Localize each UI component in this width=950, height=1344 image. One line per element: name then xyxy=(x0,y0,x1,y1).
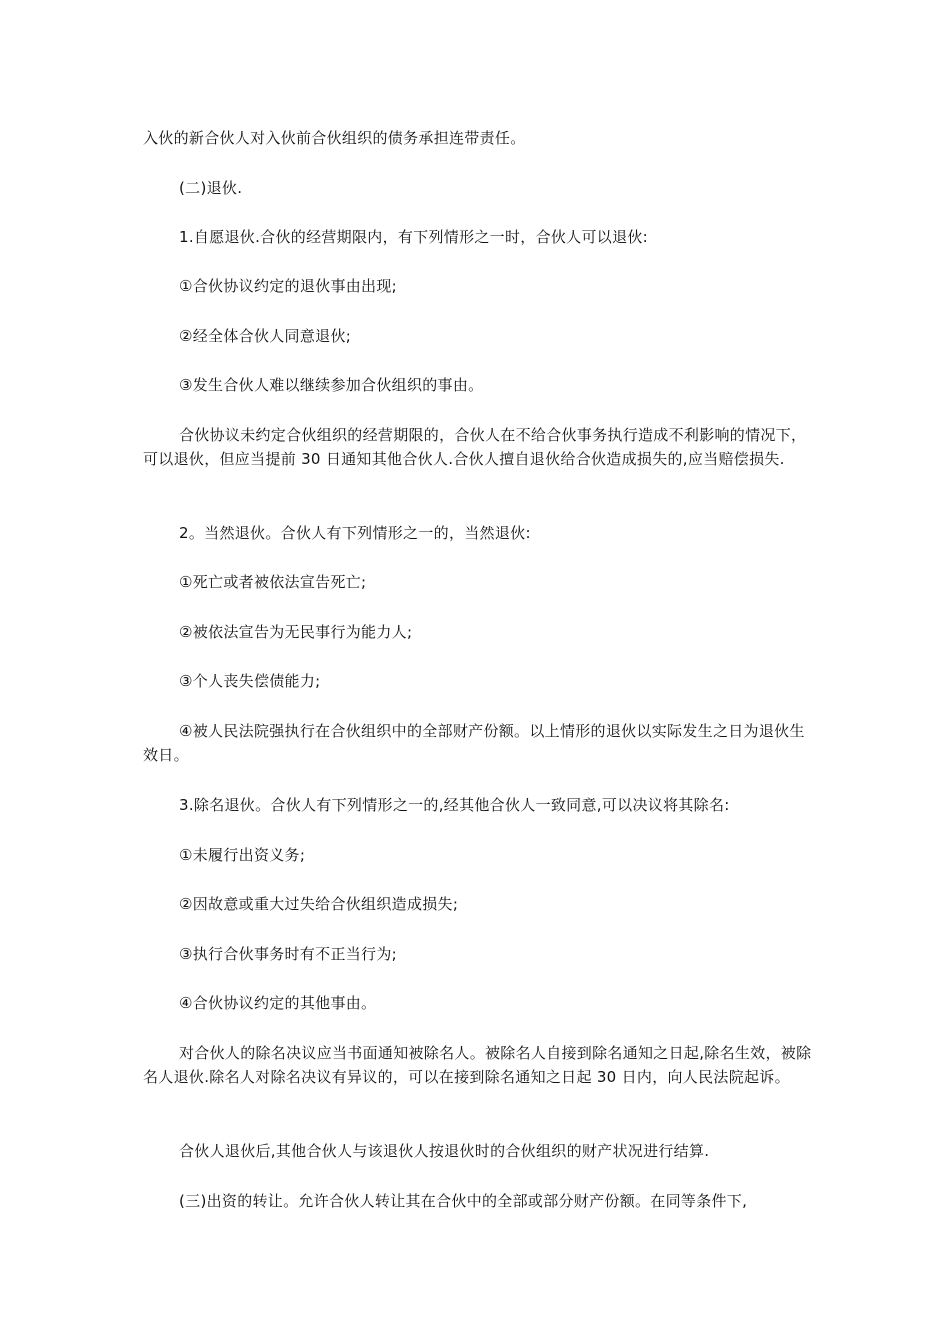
paragraph-16: ③执行合伙事务时有不正当行为; xyxy=(179,945,398,963)
paragraph-8: 2。当然退伙。合伙人有下列情形之一的，当然退伙: xyxy=(179,524,531,542)
paragraph-5: ②经全体合伙人同意退伙; xyxy=(179,327,352,345)
paragraph-2: (二)退伙. xyxy=(179,179,243,197)
paragraph-10: ②被依法宣告为无民事行为能力人; xyxy=(179,623,413,641)
paragraph-14: ①未履行出资义务; xyxy=(179,846,306,864)
paragraph-7: 合伙协议未约定合伙组织的经营期限的，合伙人在不给合伙事务执行造成不利影响的情况下，可以退伙，但应当提前 30 日通知其他合伙人.合伙人擅自退伙给合伙造成损失的,应当赔偿损失. xyxy=(143,426,807,468)
paragraph-1: 入伙的新合伙人对入伙前合伙组织的债务承担连带责任。 xyxy=(143,129,526,147)
paragraph-9: ①死亡或者被依法宣告死亡; xyxy=(179,573,367,591)
paragraph-6: ③发生合伙人难以继续参加合伙组织的事由。 xyxy=(179,376,484,394)
paragraph-18: 对合伙人的除名决议应当书面通知被除名人。被除名人自接到除名通知之日起,除名生效，被除名人退伙.除名人对除名决议有异议的，可以在接到除名通知之日起 30 日内，向人民法院起诉。 xyxy=(143,1044,812,1086)
paragraph-20: (三)出资的转让。允许合伙人转让其在合伙中的全部或部分财产份额。在同等条件下, xyxy=(179,1192,748,1210)
paragraph-15: ②因故意或重大过失给合伙组织造成损失; xyxy=(179,895,459,913)
paragraph-13: 3.除名退伙。合伙人有下列情形之一的,经其他合伙人一致同意,可以决议将其除名: xyxy=(179,796,730,814)
paragraph-19: 合伙人退伙后,其他合伙人与该退伙人按退伙时的合伙组织的财产状况进行结算. xyxy=(179,1142,710,1160)
paragraph-4: ①合伙协议约定的退伙事由出现; xyxy=(179,277,398,295)
paragraph-12: ④被人民法院强执行在合伙组织中的全部财产份额。以上情形的退伙以实际发生之日为退伙生效日。 xyxy=(143,722,805,764)
paragraph-11: ③个人丧失偿债能力; xyxy=(179,672,321,690)
paragraph-3: 1.自愿退伙.合伙的经营期限内，有下列情形之一时，合伙人可以退伙: xyxy=(179,228,649,246)
paragraph-17: ④合伙协议约定的其他事由。 xyxy=(179,994,377,1012)
